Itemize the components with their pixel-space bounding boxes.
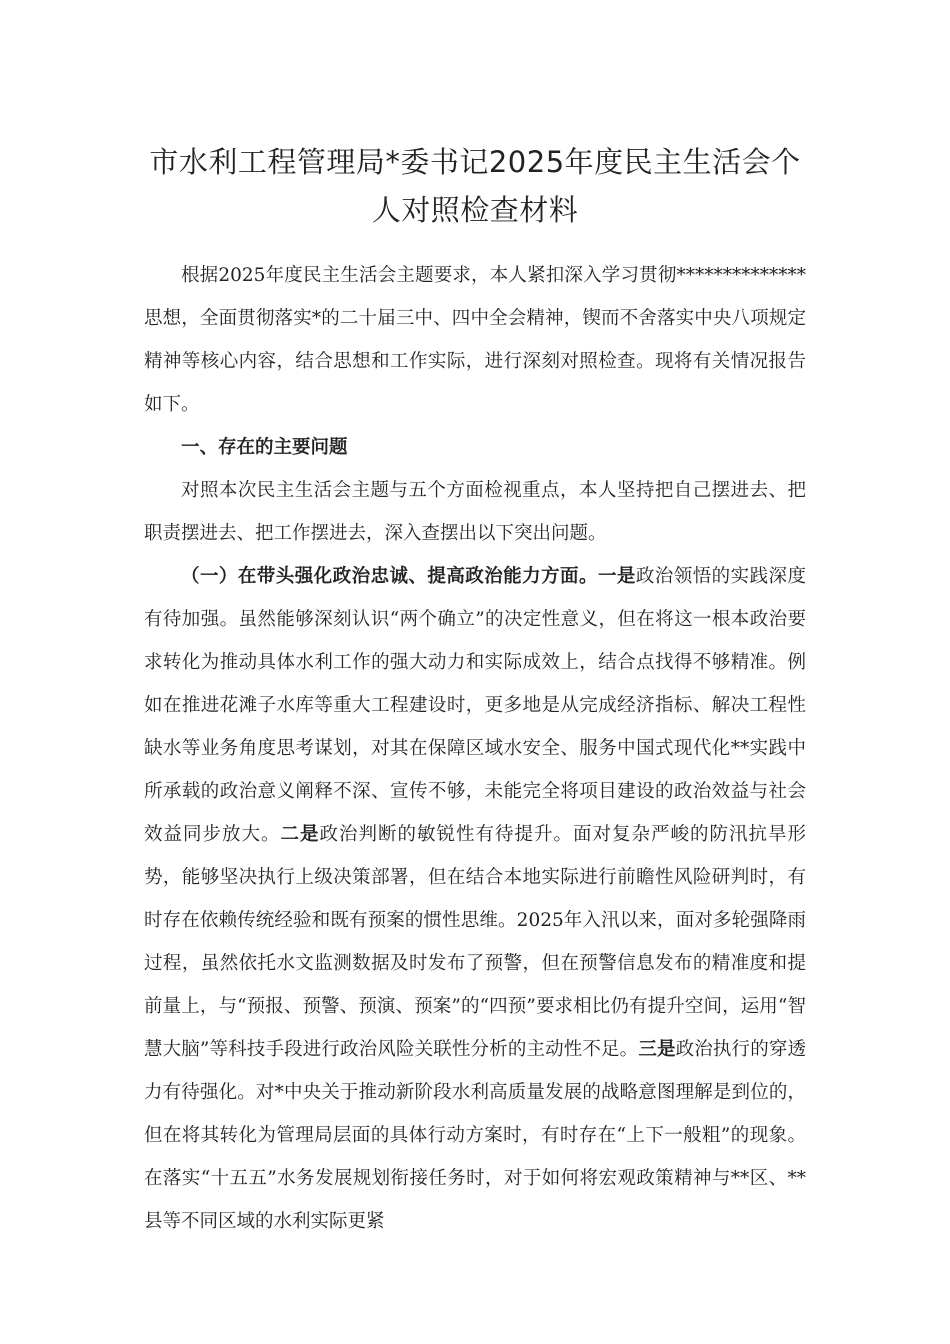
document-title <box>144 138 806 234</box>
document-title-line-1: 市水利工程管理局*委书记2025年度民主生活会个 <box>149 145 801 179</box>
section-1-heading: 一、存在的主要问题 <box>181 437 348 458</box>
point-3-lead: 三是 <box>638 1039 676 1060</box>
point-1-lead: 一是 <box>597 566 636 587</box>
item-1-paragraph <box>144 555 806 1243</box>
document-title-line-2: 人对照检查材料 <box>371 193 579 227</box>
point-2-text: 政治判断的敏锐性有待提升。面对复杂严峻的防汛抗旱形势，能够坚决执行上级决策部署，但在结合本地实际进行前瞻性风险研判时，有时存在依赖传统经验和既有预案的惯性思维。2025年入汛以来，面对多轮强降雨过程，虽然依托水文监测数据及时发布了预警，但在预警信息发布的精准度和提前量上，与“预报、预警、预演、预案”的“四预”要求相比仍有提升空间，运用“智慧大脑”等科技手段进行政治风险关联性分析的主动性不足。 <box>144 824 806 1060</box>
point-1-text: 政治领悟的实践深度有待加强。虽然能够深刻认识“两个确立”的决定性意义，但在将这一根本政治要求转化为推动具体水利工作的强大动力和实际成效上，结合点找得不够精准。例如在推进花滩子水库等重大工程建设时，更多地是从完成经济指标、解决工程性缺水等业务角度思考谋划，对其在保障区域水安全、服务中国式现代化**实践中所承载的政治意义阐释不深、宣传不够，未能完全将项目建设的政治效益与社会效益同步放大。 <box>144 566 806 845</box>
point-3-text: 政治执行的穿透力有待强化。对*中央关于推动新阶段水利高质量发展的战略意图理解是到位的，但在将其转化为管理局层面的具体行动方案时，有时存在“上下一般粗”的现象。在落实“十五五”水务发展规划衔接任务时，对于如何将宏观政策精神与**区、**县等不同区域的水利实际更紧 <box>144 1039 806 1232</box>
intro-paragraph: 根据2025年度民主生活会主题要求，本人紧扣深入学习贯彻**************思想，全面贯彻落实*的二十届三中、四中全会精神，锲而不舍落实中央八项规定精神等核心内容，结合思想和工作实际，进行深刻对照检查。现将有关情况报告如下。 <box>144 265 806 415</box>
section-1-intro-paragraph: 对照本次民主生活会主题与五个方面检视重点，本人坚持把自己摆进去、把职责摆进去、把工作摆进去，深入查摆出以下突出问题。 <box>144 480 806 544</box>
point-2-lead: 二是 <box>280 824 320 845</box>
item-1-heading: （一）在带头强化政治忠诚、提高政治能力方面。 <box>181 566 598 587</box>
